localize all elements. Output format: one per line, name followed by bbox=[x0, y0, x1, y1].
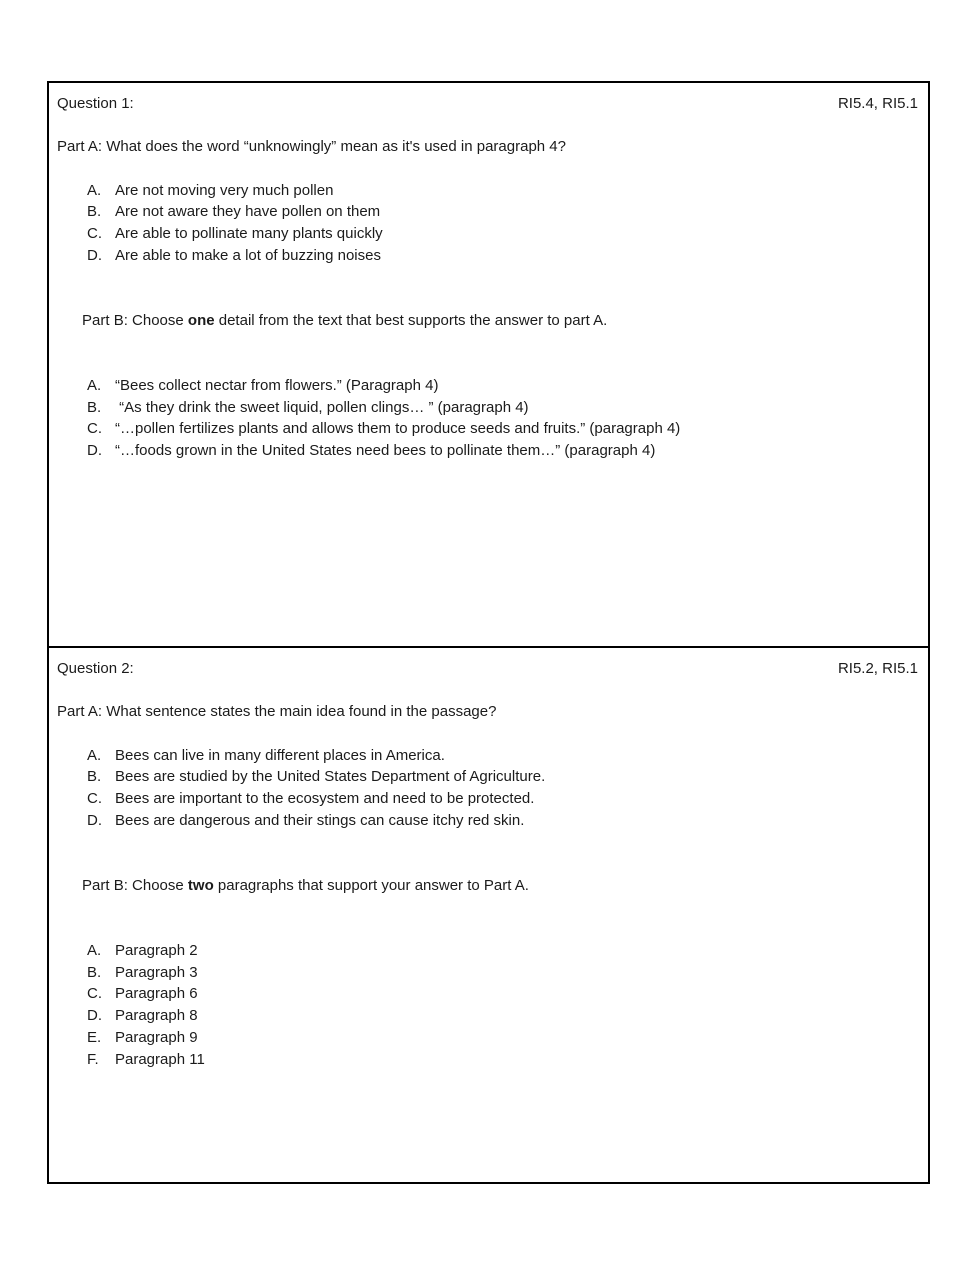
q2-part-a-option-d bbox=[57, 810, 918, 832]
option-text: Paragraph 6 bbox=[115, 985, 198, 1003]
option-letter: D. bbox=[87, 1007, 102, 1025]
option-text: Paragraph 11 bbox=[115, 1050, 205, 1068]
option-text: Bees are studied by the United States Department of Agriculture. bbox=[115, 768, 546, 786]
option-text: Are not moving very much pollen bbox=[115, 181, 334, 199]
option-text: Are able to pollinate many plants quickly bbox=[115, 225, 383, 243]
blank-line bbox=[57, 158, 918, 180]
option-letter: B. bbox=[87, 398, 102, 416]
option-text: Bees are important to the ecosystem and need to be protected. bbox=[115, 790, 535, 808]
q1-part-a-option-b bbox=[57, 201, 918, 223]
question-1-box bbox=[47, 81, 930, 648]
question-2-part-b-prompt bbox=[57, 853, 918, 918]
question-2-part-a-prompt: Part A: What sentence states the main idea found in the passage? bbox=[57, 703, 497, 721]
part-b-prompt-before: Part B: Choose bbox=[82, 311, 188, 329]
option-letter: D. bbox=[87, 442, 102, 460]
question-1-standards: RI5.4, RI5.1 bbox=[837, 95, 918, 112]
q1-part-b-option-c bbox=[57, 418, 918, 440]
option-text: “Bees collect nectar from flowers.” (Paragraph 4) bbox=[115, 377, 439, 395]
blank-line bbox=[57, 723, 918, 745]
q2-part-a-option-a bbox=[57, 745, 918, 767]
question-2-box bbox=[47, 646, 930, 1184]
part-b-bold-word: two bbox=[187, 876, 214, 894]
blank-line bbox=[57, 680, 918, 702]
q2-part-b-option-f bbox=[57, 1049, 918, 1071]
option-letter: A. bbox=[87, 746, 102, 764]
option-letter: B. bbox=[87, 963, 102, 981]
blank-line bbox=[57, 353, 918, 375]
option-text: Paragraph 8 bbox=[115, 1007, 198, 1025]
q2-part-b-option-d bbox=[57, 1005, 918, 1027]
option-text: Paragraph 3 bbox=[115, 963, 198, 981]
question-2-label: Question 2: bbox=[57, 660, 134, 677]
option-letter: A. bbox=[87, 942, 102, 960]
option-letter: A. bbox=[87, 181, 102, 199]
option-letter: E. bbox=[87, 1028, 102, 1046]
q2-part-b-option-e bbox=[57, 1027, 918, 1049]
question-2-standards: RI5.2, RI5.1 bbox=[837, 660, 918, 677]
q1-part-a-option-a bbox=[57, 180, 918, 202]
option-letter: F. bbox=[87, 1050, 99, 1068]
q2-part-b-option-a bbox=[57, 940, 918, 962]
q1-part-a-option-d bbox=[57, 245, 918, 267]
option-text: “…foods grown in the United States need bees to pollinate them…” (paragraph 4) bbox=[115, 442, 656, 460]
q1-part-b-option-d bbox=[57, 440, 918, 462]
option-text: Paragraph 9 bbox=[115, 1028, 198, 1046]
option-letter: D. bbox=[87, 246, 102, 264]
option-letter: B. bbox=[87, 203, 102, 221]
part-b-prompt-after: detail from the text that best supports the answer to part A. bbox=[214, 311, 608, 329]
blank-line bbox=[57, 918, 918, 940]
q2-part-b-option-c bbox=[57, 983, 918, 1005]
option-letter: B. bbox=[87, 768, 102, 786]
q1-part-b-option-b bbox=[57, 397, 918, 419]
q2-part-a-option-b bbox=[57, 766, 918, 788]
blank-line bbox=[57, 115, 918, 137]
question-1-part-a-prompt: Part A: What does the word “unknowingly” mean as it's used in paragraph 4? bbox=[57, 138, 566, 156]
option-letter: C. bbox=[87, 225, 102, 243]
option-text: Bees can live in many different places in America. bbox=[115, 746, 445, 764]
question-1-header bbox=[57, 93, 918, 115]
option-letter: A. bbox=[87, 377, 102, 395]
option-text: Paragraph 2 bbox=[115, 942, 198, 960]
option-letter: C. bbox=[87, 985, 102, 1003]
option-letter: D. bbox=[87, 811, 102, 829]
option-text: Are not aware they have pollen on them bbox=[115, 203, 381, 221]
option-letter: C. bbox=[87, 420, 102, 438]
q1-part-a-option-c bbox=[57, 223, 918, 245]
question-1-label: Question 1: bbox=[57, 95, 134, 112]
option-text: “As they drink the sweet liquid, pollen clings… ” (paragraph 4) bbox=[115, 398, 529, 416]
part-b-prompt-before: Part B: Choose bbox=[82, 876, 188, 894]
q1-part-b-option-a bbox=[57, 375, 918, 397]
option-letter: C. bbox=[87, 790, 102, 808]
question-1-part-b-prompt bbox=[57, 288, 918, 353]
blank-line bbox=[57, 832, 918, 854]
q2-part-a-option-c bbox=[57, 788, 918, 810]
part-b-prompt-after: paragraphs that support your answer to Part A. bbox=[213, 876, 529, 894]
option-text: Are able to make a lot of buzzing noises bbox=[115, 246, 381, 264]
blank-line bbox=[57, 267, 918, 289]
option-text: Bees are dangerous and their stings can cause itchy red skin. bbox=[115, 811, 525, 829]
option-text: “…pollen fertilizes plants and allows them to produce seeds and fruits.” (paragraph 4) bbox=[115, 420, 681, 438]
question-2-header bbox=[57, 658, 918, 680]
part-b-bold-word: one bbox=[187, 311, 215, 329]
q2-part-b-option-b bbox=[57, 962, 918, 984]
